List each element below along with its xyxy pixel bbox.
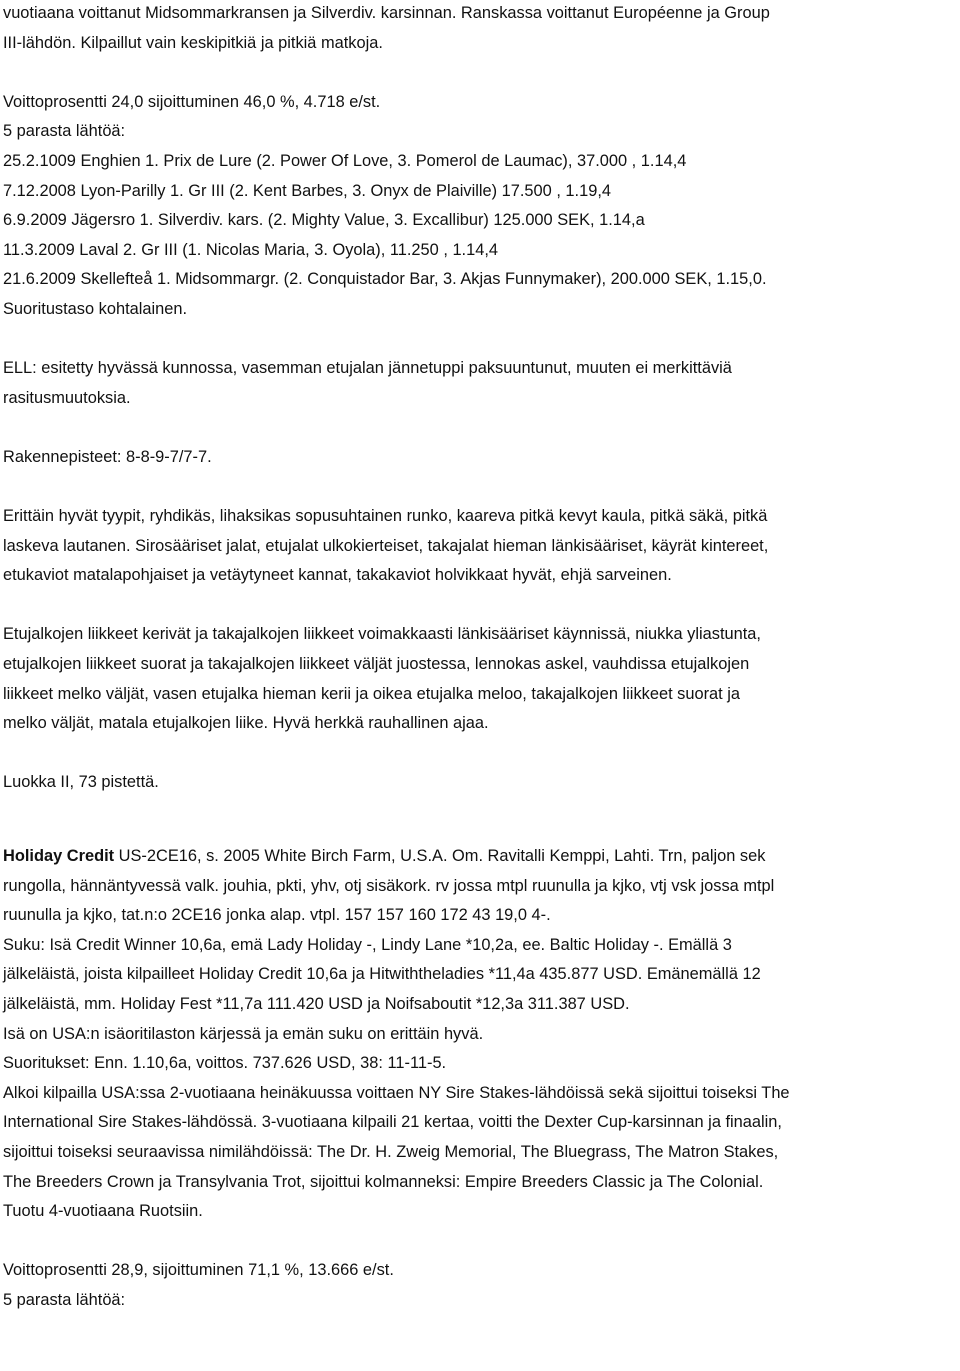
text-line: 5 parasta lähtöä: bbox=[3, 122, 126, 141]
text-line: jälkeläistä, mm. Holiday Fest *11,7a 111.420 USD ja Noifsaboutit *12,3a 311.387 USD. bbox=[3, 995, 630, 1013]
text-line: The Breeders Crown ja Transylvania Trot, sijoittui kolmanneksi: Empire Breeders Classic ja The Colonial. bbox=[3, 1172, 764, 1191]
text-line: laskeva lautanen. Sirosääriset jalat, etujalat ulkokierteiset, takajalat hieman länkisääriset, käyrät kintereet, bbox=[3, 536, 769, 555]
text-line: Tuotu 4-vuotiaana Ruotsiin. bbox=[3, 1202, 203, 1221]
horse-entry-header bbox=[3, 843, 958, 873]
text-line: jälkeläistä, joista kilpailleet Holiday Credit 10,6a ja Hitwiththeladies *11,4a 435.877 USD. Emänemällä 12 bbox=[3, 965, 761, 984]
text-line: rungolla, hännäntyvessä valk. jouhia, pkti, yhv, otj sisäkork. rv jossa mtpl ruunulla ja kjko, vtj vsk jossa mtpl bbox=[3, 876, 775, 895]
text-line: Isä on USA:n isäoritilaston kärjessä ja emän suku on erittäin hyvä. bbox=[3, 1024, 484, 1043]
text-line: 25.2.1009 Enghien 1. Prix de Lure (2. Power Of Love, 3. Pomerol de Laumac), 37.000 , 1.14,4 bbox=[3, 151, 687, 170]
text-line: etujalkojen liikkeet suorat ja takajalkojen liikkeet väljät juostessa, lennokas askel, vauhdissa etujalkojen bbox=[3, 655, 750, 674]
horse-details: US-2CE16, s. 2005 White Birch Farm, U.S.A. Om. Ravitalli Kemppi, Lahti. Trn, paljon sek bbox=[114, 847, 766, 866]
text-line: 11.3.2009 Laval 2. Gr III (1. Nicolas Maria, 3. Oyola), 11.250 , 1.14,4 bbox=[3, 240, 499, 259]
text-line: 5 parasta lähtöä: bbox=[3, 1290, 126, 1309]
text-line: Alkoi kilpailla USA:ssa 2-vuotiaana heinäkuussa voittaen NY Sire Stakes-lähdöissä sekä sijoittui toiseksi The bbox=[3, 1083, 790, 1102]
document-page bbox=[3, 0, 958, 1317]
text-line: 21.6.2009 Skellefteå 1. Midsommargr. (2. Conquistador Bar, 3. Akjas Funnymaker), 200.000 SEK, 1.15,0. bbox=[3, 270, 767, 289]
text-line: melko väljät, matala etujalkojen liike. Hyvä herkkä rauhallinen ajaa. bbox=[3, 714, 489, 733]
text-line: III-lähdön. Kilpaillut vain keskipitkiä ja pitkiä matkoja. bbox=[3, 33, 383, 52]
text-line: 7.12.2008 Lyon-Parilly 1. Gr III (2. Kent Barbes, 3. Onyx de Plaiville) 17.500 , 1.19,4 bbox=[3, 181, 611, 200]
text-line: rasitusmuutoksia. bbox=[3, 388, 131, 407]
horse-name: Holiday Credit bbox=[3, 847, 115, 866]
text-line: 6.9.2009 Jägersro 1. Silverdiv. kars. (2. Mighty Value, 3. Excallibur) 125.000 SEK, 1.14,a bbox=[3, 211, 645, 230]
text-line: Voittoprosentti 28,9, sijoittuminen 71,1 %, 13.666 e/st. bbox=[3, 1261, 394, 1280]
text-line: Rakennepisteet: 8-8-9-7/7-7. bbox=[3, 447, 212, 466]
text-line: ELL: esitetty hyvässä kunnossa, vasemman etujalan jännetuppi paksuuntunut, muuten ei merkittäviä bbox=[3, 359, 732, 378]
text-line: Luokka II, 73 pistettä. bbox=[3, 773, 159, 792]
text-line: Suoritustaso kohtalainen. bbox=[3, 299, 188, 318]
text-line: Erittäin hyvät tyypit, ryhdikäs, lihaksikas sopusuhtainen runko, kaareva pitkä kevyt kaula, pitkä säkä, pitkä bbox=[3, 507, 768, 526]
text-line: liikkeet melko väljät, vasen etujalka hieman kerii ja oikea etujalka meloo, takajalkojen liikkeet suorat ja bbox=[3, 684, 741, 703]
text-line: Suoritukset: Enn. 1.10,6a, voittos. 737.626 USD, 38: 11-11-5. bbox=[3, 1054, 447, 1073]
text-line: ruunulla ja kjko, tat.n:o 2CE16 jonka alap. vtpl. 157 157 160 172 43 19,0 4-. bbox=[3, 906, 551, 925]
text-line: International Sire Stakes-lähdössä. 3-vuotiaana kilpaili 21 kertaa, voitti the Dexter Cup-karsinnan ja finaalin, bbox=[3, 1113, 782, 1132]
text-line: Suku: Isä Credit Winner 10,6a, emä Lady Holiday -, Lindy Lane *10,2a, ee. Baltic Holiday -. Emällä 3 bbox=[3, 935, 732, 954]
text-line: Voittoprosentti 24,0 sijoittuminen 46,0 %, 4.718 e/st. bbox=[3, 92, 381, 111]
text-line: sijoittui toiseksi seuraavissa nimilähdöissä: The Dr. H. Zweig Memorial, The Bluegrass, The Matron Stakes, bbox=[3, 1142, 779, 1161]
text-line: Etujalkojen liikkeet kerivät ja takajalkojen liikkeet voimakkaasti länkisääriset käynnissä, niukka yliastunta, bbox=[3, 625, 761, 644]
text-line: etukaviot matalapohjaiset ja vetäytyneet kannat, takakaviot holvikkaat hyvät, ehjä sarveinen. bbox=[3, 566, 672, 585]
text-line: vuotiaana voittanut Midsommarkransen ja Silverdiv. karsinnan. Ranskassa voittanut Européenne ja Group bbox=[3, 4, 770, 22]
